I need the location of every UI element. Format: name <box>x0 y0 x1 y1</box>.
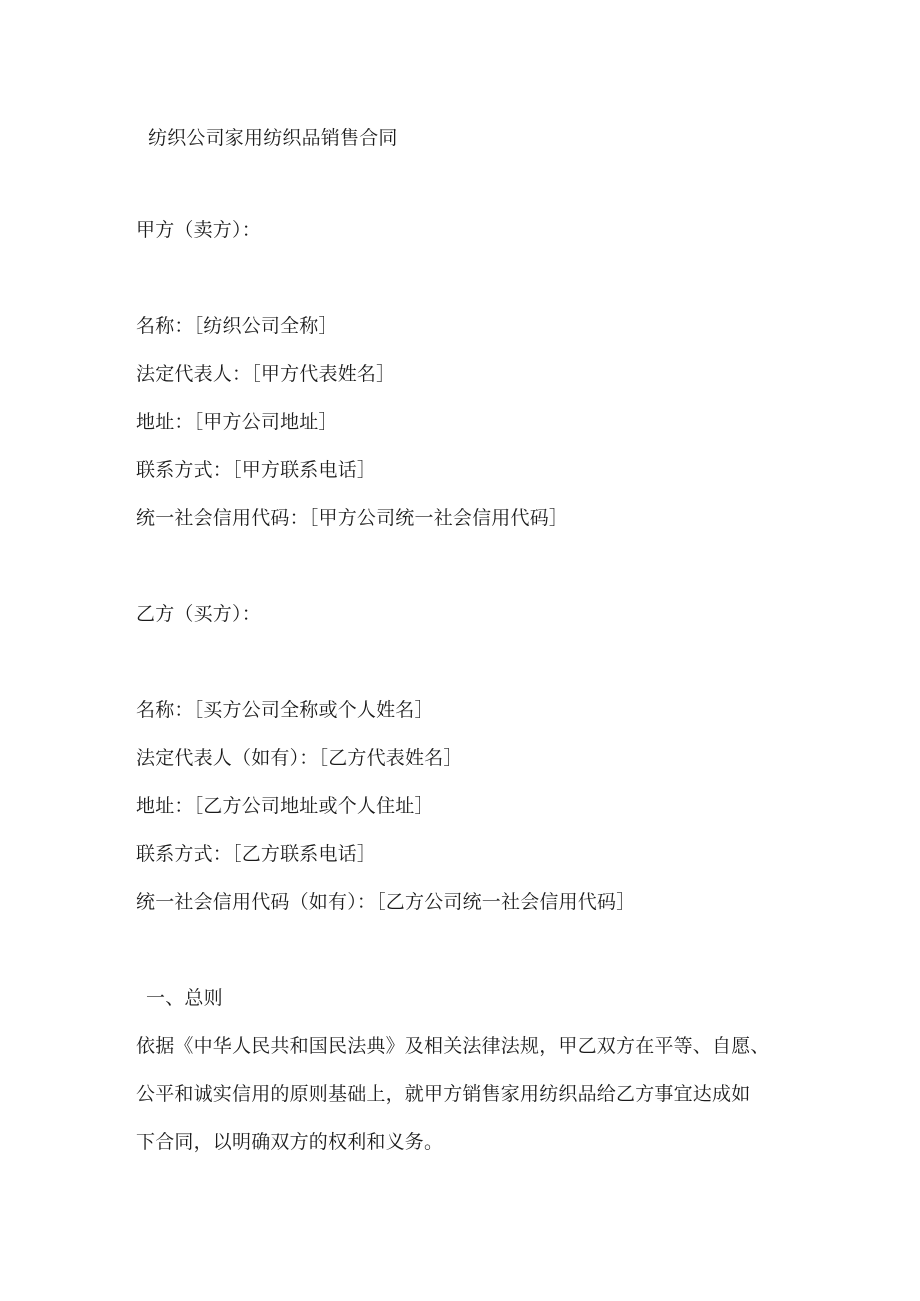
party-a-address: 地址：［甲方公司地址］ <box>136 411 338 433</box>
party-a-representative: 法定代表人：［甲方代表姓名］ <box>136 363 396 385</box>
party-a-name: 名称：［纺织公司全称］ <box>136 315 338 337</box>
party-a-credit-code: 统一社会信用代码：［甲方公司统一社会信用代码］ <box>136 507 569 529</box>
section-1-body-line: 依据《中华人民共和国民法典》及相关法律法规，甲乙双方在平等、自愿、 <box>136 1035 770 1057</box>
party-b-credit-code: 统一社会信用代码（如有）：［乙方公司统一社会信用代码］ <box>136 891 636 913</box>
section-1-body-line: 下合同，以明确双方的权利和义务。 <box>136 1131 444 1153</box>
party-a-heading: 甲方（卖方）： <box>136 219 261 241</box>
party-b-address: 地址：［乙方公司地址或个人住址］ <box>136 795 434 817</box>
party-b-representative: 法定代表人（如有）：［乙方代表姓名］ <box>136 747 463 769</box>
party-b-heading: 乙方（买方）： <box>136 603 261 625</box>
party-b-name: 名称：［买方公司全称或个人姓名］ <box>136 699 434 721</box>
section-1-body-line: 公平和诚实信用的原则基础上，就甲方销售家用纺织品给乙方事宜达成如 <box>136 1083 751 1105</box>
document-title: 纺织公司家用纺织品销售合同 <box>148 127 398 149</box>
party-b-contact: 联系方式：［乙方联系电话］ <box>136 843 377 865</box>
party-a-contact: 联系方式：［甲方联系电话］ <box>136 459 377 481</box>
section-1-heading: 一、总则 <box>146 987 223 1009</box>
